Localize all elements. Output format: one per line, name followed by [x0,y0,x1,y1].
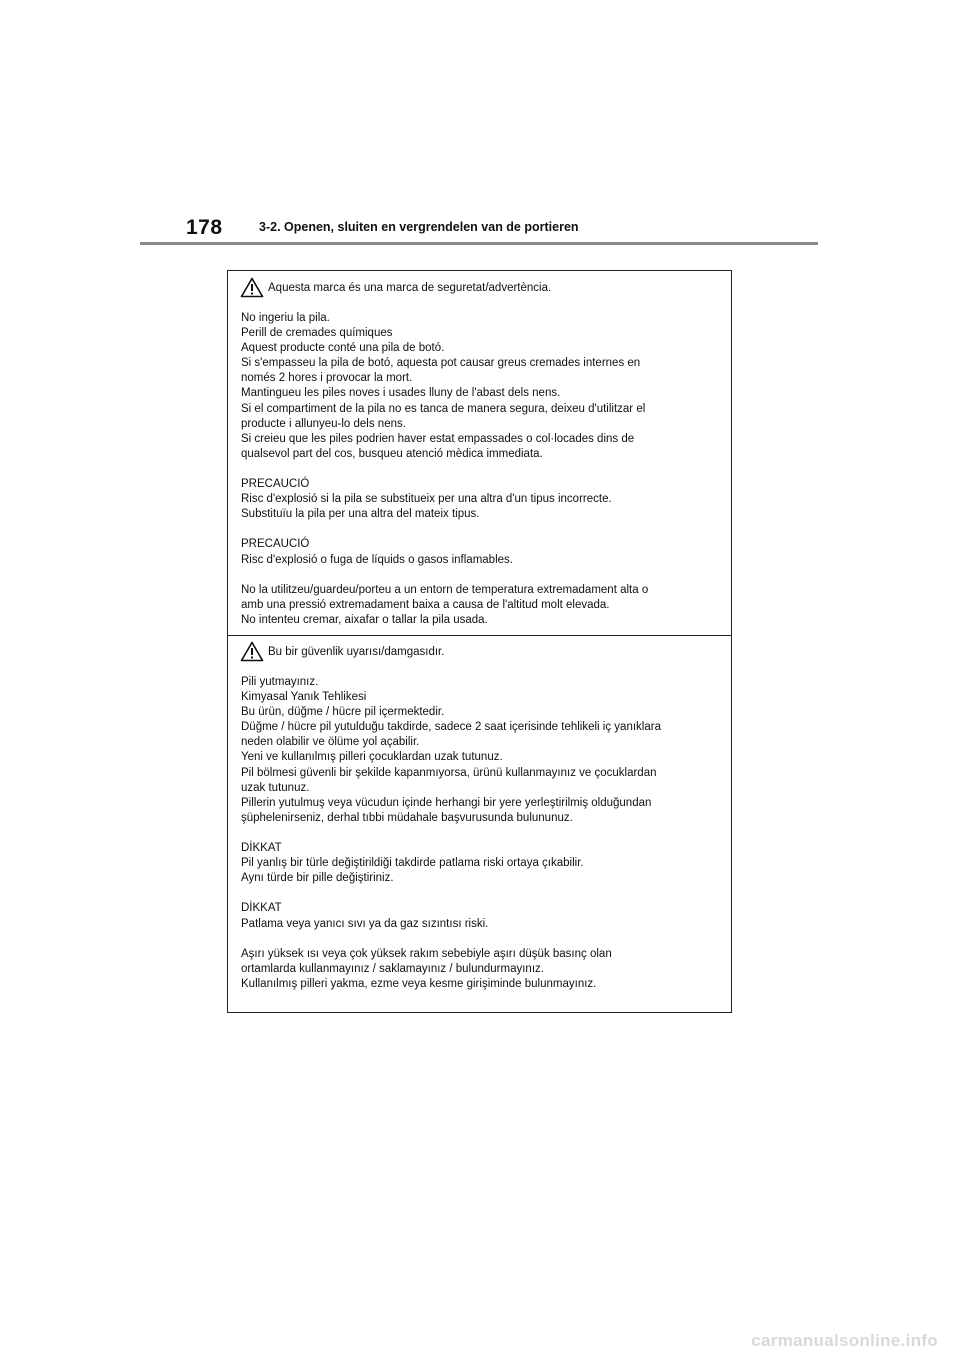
text-line: Si el compartiment de la pila no es tanca de manera segura, deixeu d'utilitzar el [241,402,646,415]
page-number: 178 [186,216,223,239]
text-line: uzak tutunuz. [241,781,310,794]
text-line: Aynı türde bir pille değiştiriniz. [241,872,394,885]
text-line: Patlama veya yanıcı sıvı ya da gaz sızıntısı riski. [241,917,489,930]
text-line: DİKKAT [241,902,282,915]
text-line: només 2 hores i provocar la mort. [241,372,413,385]
text-line: şüphelenirseniz, derhal tıbbi müdahale başvurusunda bulununuz. [241,811,573,824]
text-line: Düğme / hücre pil yutulduğu takdirde, sadece 2 saat içerisinde tehlikeli iç yanıklara [241,721,661,734]
page-header [0,212,960,252]
text-line: Si creieu que les piles podrien haver estat empassades o col·locades dins de [241,432,635,445]
text-line: PRECAUCIÓ [241,538,310,551]
text-line: Substituïu la pila per una altra del mateix tipus. [241,508,480,521]
text-line: Risc d'explosió si la pila se substitueix per una altra d'un tipus incorrecte. [241,493,612,506]
catalan-body [241,311,723,628]
catalan-warning-box [227,270,732,636]
text-line: ortamlarda kullanmayınız / saklamayınız / bulundurmayınız. [241,962,544,975]
text-line: Mantingueu les piles noves i usades lluny de l'abast dels nens. [241,387,561,400]
text-line: DİKKAT [241,842,282,855]
text-line: Yeni ve kullanılmış pilleri çocuklardan uzak tutunuz. [241,751,503,764]
text-line: Pillerin yutulmuş veya vücudun içinde herhangi bir yere yerleştirilmiş olduğundan [241,796,652,809]
text-line: PRECAUCIÓ [241,478,310,491]
catalan-paragraph [241,311,723,462]
text-line: Perill de cremades químiques [241,327,393,340]
text-line: Pil yanlış bir türle değiştirildiği takdirde patlama riski ortaya çıkabilir. [241,857,584,870]
text-line: No intenteu cremar, aixafar o tallar la pila usada. [241,613,488,626]
text-line: Risc d'explosió o fuga de líquids o gasos inflamables. [241,553,513,566]
text-line: Kullanılmış pilleri yakma, ezme veya kesme girişiminde bulunmayınız. [241,977,597,990]
catalan-paragraph [241,537,723,567]
turkish-body [241,675,723,992]
turkish-warning-box [227,636,732,1013]
turkish-paragraph [241,947,723,992]
text-line: No ingeriu la pila. [241,312,330,324]
text-line: Bu ürün, düğme / hücre pil içermektedir. [241,706,445,719]
turkish-warning-label: Bu bir güvenlik uyarısı/damgasıdır. [268,645,445,658]
text-line: No la utilitzeu/guardeu/porteu a un entorn de temperatura extremadament alta o [241,583,649,596]
text-line: amb una pressió extremadament baixa a causa de l'altitud molt elevada. [241,598,610,611]
text-line: Pil bölmesi güvenli bir şekilde kapanmıyorsa, ürünü kullanmayınız ve çocuklardan [241,766,657,779]
turkish-paragraph [241,901,723,931]
catalan-warning-line [240,277,551,298]
warning-triangle-icon [240,277,264,298]
warning-triangle-icon [240,641,264,662]
turkish-warning-line [240,641,444,662]
turkish-paragraph [241,675,723,826]
catalan-warning-label: Aquesta marca és una marca de seguretat/advertència. [268,281,552,294]
text-line: Si s'empasseu la pila de botó, aquesta pot causar greus cremades internes en [241,357,641,370]
section-title: 3-2. Openen, sluiten en vergrendelen van de portieren [259,220,579,234]
catalan-paragraph [241,477,723,522]
catalan-paragraph [241,583,723,628]
text-line: producte i allunyeu-lo dels nens. [241,417,406,430]
text-line: Aşırı yüksek ısı veya çok yüksek rakım sebebiyle aşırı düşük basınç olan [241,947,612,960]
watermark-url: carmanualsonline.info [751,1331,938,1350]
text-line: Aquest producte conté una pila de botó. [241,342,445,355]
text-line: neden olabilir ve ölüme yol açabilir. [241,736,420,749]
text-line: Kimyasal Yanık Tehlikesi [241,691,367,704]
text-line: Pili yutmayınız. [241,676,319,688]
turkish-paragraph [241,841,723,886]
header-divider [140,242,818,245]
text-line: qualsevol part del cos, busqueu atenció mèdica immediata. [241,447,543,460]
